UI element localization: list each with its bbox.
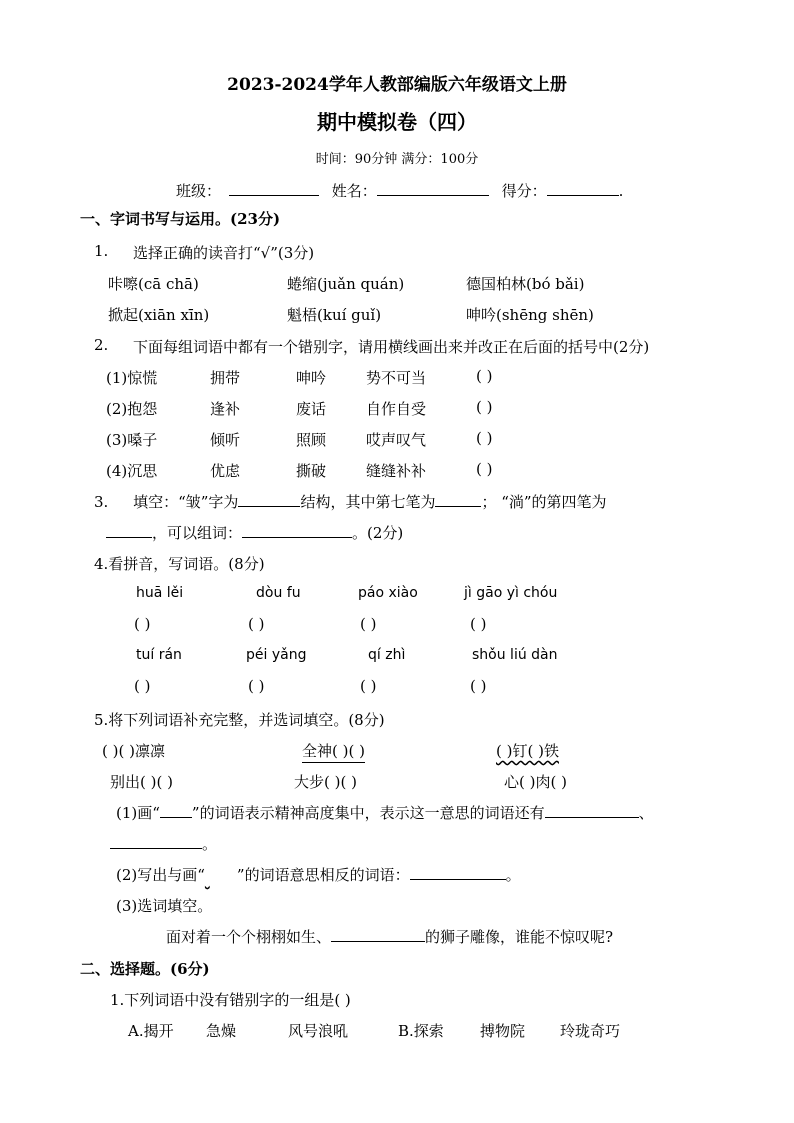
q1-item[interactable]: 蜷缩(juǎn quán)	[287, 275, 405, 293]
q2-row-word[interactable]: 拥带	[210, 369, 241, 387]
idiom-blank[interactable]: 别出( )( )	[110, 773, 173, 791]
option-a-label[interactable]: A.揭开	[128, 1022, 174, 1040]
name-label: 姓名：	[331, 182, 377, 200]
option-b-word: 玲珑奇巧	[560, 1022, 621, 1040]
q5-sub2-blank[interactable]	[410, 864, 506, 880]
option-a-word: 风号浪吼	[288, 1022, 349, 1040]
q5-sub1-text: ”的词语表示精神高度集中，表示这一意思的词语还有	[191, 804, 545, 822]
q1-item[interactable]: 魁梧(kuí guǐ)	[287, 306, 382, 324]
score-field[interactable]	[547, 180, 619, 196]
q3-line2	[106, 522, 403, 543]
q3-text: 填空：“皱”字为	[133, 493, 239, 511]
q2-number: 2.	[94, 336, 109, 354]
pinyin: páo xiào	[358, 585, 418, 601]
name-field[interactable]	[377, 180, 489, 196]
pinyin: tuí rán	[136, 647, 182, 663]
q5-sub1	[116, 802, 654, 823]
answer-paren[interactable]: ( )	[134, 677, 151, 695]
q5-sub1-blank[interactable]	[110, 833, 202, 849]
q3-text: ，可以组词：	[152, 524, 243, 542]
pinyin: dòu fu	[256, 585, 301, 601]
q2-row-word[interactable]: 照顾	[296, 431, 327, 449]
q5-sub1-blank[interactable]	[545, 802, 639, 818]
answer-paren[interactable]: ( )	[248, 677, 265, 695]
q2-row-word[interactable]: 呻吟	[296, 369, 327, 387]
q2-row-word[interactable]: 势不可当	[366, 369, 427, 387]
q2-row-word[interactable]: 倾听	[210, 431, 241, 449]
idiom-blank[interactable]: 心( )肉( )	[504, 773, 567, 791]
section2-title: 二、选择题。(6分)	[80, 960, 210, 978]
wavy-sample	[205, 866, 237, 884]
idiom-blank[interactable]: 大步( )( )	[294, 773, 357, 791]
pinyin: huā lěi	[136, 585, 184, 601]
q5-sub4-text: 面对着一个个栩栩如生、	[166, 928, 332, 946]
q1-item[interactable]: 德国柏林(bó bǎi)	[466, 275, 585, 293]
option-b-word: 搏物院	[480, 1022, 526, 1040]
student-info-row	[176, 180, 623, 201]
option-b-label[interactable]: B.探索	[398, 1022, 444, 1040]
q5-sub1-text: 。	[202, 835, 218, 853]
answer-paren[interactable]: ( )	[470, 677, 487, 695]
q3-text: ； “淌”的第四笔为	[481, 493, 607, 511]
underline-sample	[160, 802, 192, 818]
q5-sub1-text: (1)画“	[116, 804, 160, 822]
q1-item[interactable]: 咔嚓(cā chā)	[108, 275, 199, 293]
q2-row-word: (2)抱怨	[106, 400, 158, 418]
q2-row-word[interactable]: 撕破	[296, 462, 327, 480]
q2-answer-paren[interactable]: ( )	[476, 398, 493, 416]
q2-row-word: (3)嗓子	[106, 431, 158, 449]
answer-paren[interactable]: ( )	[248, 615, 265, 633]
end-dot: .	[618, 182, 624, 200]
q2-answer-paren[interactable]: ( )	[476, 367, 493, 385]
answer-paren[interactable]: ( )	[360, 677, 377, 695]
idiom-underlined[interactable]: 全神( )( )	[302, 740, 365, 763]
q5-prompt: 5.将下列词语补充完整，并选词填空。(8分)	[94, 711, 385, 729]
class-label: 班级：	[176, 182, 222, 200]
score-label: 得分：	[501, 182, 547, 200]
q1-prompt: 选择正确的读音打“√”(3分)	[133, 244, 315, 262]
q3-blank-structure[interactable]	[238, 491, 300, 507]
q3-blank-stroke4[interactable]	[106, 522, 152, 538]
q3-number: 3.	[94, 493, 109, 511]
q1-item[interactable]: 呻吟(shēng shēn)	[466, 306, 594, 324]
q5-sub2	[116, 864, 521, 885]
q2-row-word[interactable]: 自作自受	[366, 400, 427, 418]
q3-blank-stroke7[interactable]	[435, 491, 481, 507]
q5-sub4-blank[interactable]	[331, 926, 425, 942]
q5-sub1-text: 、	[638, 804, 654, 822]
q2-row-word[interactable]: 逢补	[210, 400, 241, 418]
q3-text: 。(2分)	[352, 524, 404, 542]
q3-line1	[94, 491, 607, 512]
q3-text: 结构，其中第七笔为	[300, 493, 436, 511]
q2-answer-paren[interactable]: ( )	[476, 460, 493, 478]
q4-prompt: 4.看拼音，写词语。(8分)	[94, 555, 265, 573]
q2-row-word[interactable]: 缝缝补补	[366, 462, 427, 480]
s2-q1-prompt: 1.下列词语中没有错别字的一组是( )	[110, 991, 351, 1009]
section1-title: 一、字词书写与运用。(23分)	[80, 210, 281, 228]
q5-sub3: (3)选词填空。	[116, 897, 213, 915]
q3-blank-word[interactable]	[242, 522, 352, 538]
idiom-wavy-underlined[interactable]: ( )钉( )铁	[496, 742, 559, 760]
exam-subtitle: 期中模拟卷（四）	[317, 110, 477, 134]
q2-row-word[interactable]: 废话	[296, 400, 327, 418]
pinyin: jì gāo yì chóu	[464, 585, 558, 601]
pinyin: qí zhì	[368, 647, 406, 663]
q5-sub2-text: 。	[505, 866, 521, 884]
q2-row-word: (1)惊慌	[106, 369, 158, 387]
q1-item[interactable]: 掀起(xiān xīn)	[108, 306, 210, 324]
exam-meta: 时间：90分钟 满分：100分	[315, 152, 479, 167]
answer-paren[interactable]: ( )	[360, 615, 377, 633]
q2-answer-paren[interactable]: ( )	[476, 429, 493, 447]
q2-prompt: 下面每组词语中都有一个错别字，请用横线画出来并改正在后面的括号中(2分)	[133, 338, 650, 356]
answer-paren[interactable]: ( )	[470, 615, 487, 633]
q5-sub4	[166, 926, 613, 947]
q2-row-word[interactable]: 哎声叹气	[366, 431, 427, 449]
answer-paren[interactable]: ( )	[134, 615, 151, 633]
q5-sub4-text: 的狮子雕像，谁能不惊叹呢?	[425, 928, 614, 946]
q5-sub2-text: (2)写出与画“	[116, 866, 205, 884]
q2-row-word: (4)沉思	[106, 462, 158, 480]
class-field[interactable]	[229, 180, 319, 196]
option-a-word: 急燥	[206, 1022, 237, 1040]
idiom-blank[interactable]: ( )( )凛凛	[102, 742, 165, 760]
pinyin: shǒu liú dàn	[472, 647, 558, 663]
q2-row-word[interactable]: 优虑	[210, 462, 241, 480]
q1-number: 1.	[94, 242, 109, 260]
exam-title: 2023-2024学年人教部编版六年级语文上册	[227, 75, 567, 95]
q5-sub2-text: ”的词语意思相反的词语：	[236, 866, 410, 884]
pinyin: péi yǎng	[246, 647, 307, 663]
q5-sub1-cont	[110, 833, 217, 854]
